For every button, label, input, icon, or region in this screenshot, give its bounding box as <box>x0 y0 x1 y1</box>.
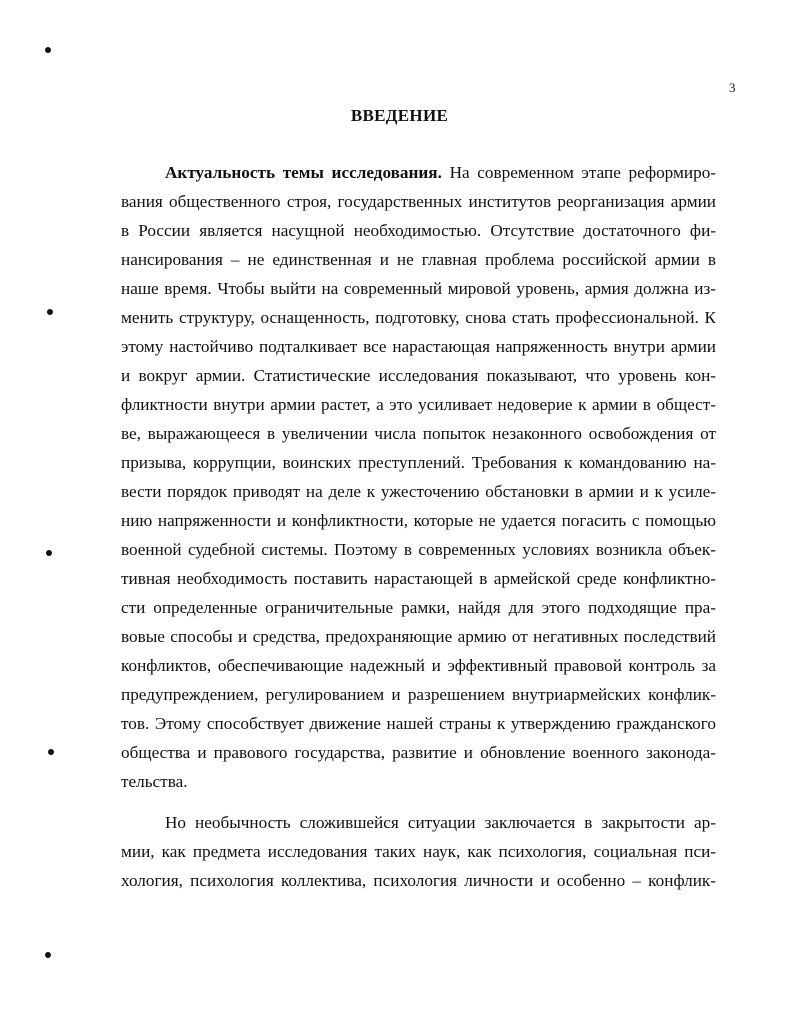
paragraph-line: этому настойчиво подталкивает все нарастающая напряженность внутри армии <box>121 337 716 356</box>
paragraph-line: менить структуру, оснащенность, подготовку, снова стать профессиональной. К <box>121 308 716 327</box>
paragraph-line: фликтности внутри армии растет, а это усиливает недоверие к армии в общест- <box>121 395 716 414</box>
paragraph-line: вовые способы и средства, предохраняющие армию от негативных последствий <box>121 627 716 646</box>
binding-hole-mark <box>48 749 54 755</box>
paragraph-line: хология, психология коллектива, психология личности и особенно – конфлик- <box>121 871 716 890</box>
paragraph-line: Актуальность темы исследования. На современном этапе реформиро- <box>165 163 717 182</box>
paragraph-line: тельства. <box>121 772 188 791</box>
binding-hole-mark <box>45 47 51 53</box>
paragraph-line: нию напряженности и конфликтности, которые не удается погасить с помощью <box>121 511 716 530</box>
paragraph-line: ве, выражающееся в увеличении числа попыток незаконного освобождения от <box>121 424 716 443</box>
paragraph-line: тов. Этому способствует движение нашей страны к утверждению гражданского <box>121 714 716 733</box>
paragraph-line: вести порядок приводят на деле к ужесточению обстановки в армии и к усиле- <box>121 482 716 501</box>
paragraph-line: Но необычность сложившейся ситуации заключается в закрытости ар- <box>165 813 716 832</box>
page-number: 3 <box>729 80 736 95</box>
paragraph-line: нансирования – не единственная и не главная проблема российской армии в <box>121 250 716 269</box>
paragraph-line: военной судебной системы. Поэтому в современных условиях возникла объек- <box>121 540 716 559</box>
paragraph-line: конфликтов, обеспечивающие надежный и эффективный правовой контроль за <box>121 656 716 675</box>
paragraph-relevance <box>121 158 716 796</box>
paragraph-line: вания общественного строя, государственных институтов реорганизация армии <box>121 192 716 211</box>
paragraph-line: мии, как предмета исследования таких наук, как психология, социальная пси- <box>121 842 716 861</box>
paragraph-line: тивная необходимость поставить нарастающей в армейской среде конфликтно- <box>121 569 716 588</box>
paragraph-line: наше время. Чтобы выйти на современный мировой уровень, армия должна из- <box>121 279 716 298</box>
binding-hole-mark <box>46 550 52 556</box>
binding-hole-mark <box>47 309 53 315</box>
paragraph-line: в России является насущной необходимостью. Отсутствие достаточного фи- <box>121 221 716 240</box>
binding-hole-mark <box>45 952 51 958</box>
paragraph-line: призыва, коррупции, воинских преступлений. Требования к командованию на- <box>121 453 716 472</box>
paragraph-closedness <box>121 808 716 895</box>
paragraph-line: сти определенные ограничительные рамки, найдя для этого подходящие пра- <box>121 598 716 617</box>
page-title: ВВЕДЕНИЕ <box>350 106 449 125</box>
paragraph-line: и вокруг армии. Статистические исследования показывают, что уровень кон- <box>121 366 716 385</box>
paragraph-line: общества и правового государства, развитие и обновление военного законода- <box>121 743 716 762</box>
paragraph-line: предупреждением, регулированием и разрешением внутриармейских конфлик- <box>121 685 716 704</box>
lead-phrase: Актуальность темы исследования. <box>165 163 442 182</box>
